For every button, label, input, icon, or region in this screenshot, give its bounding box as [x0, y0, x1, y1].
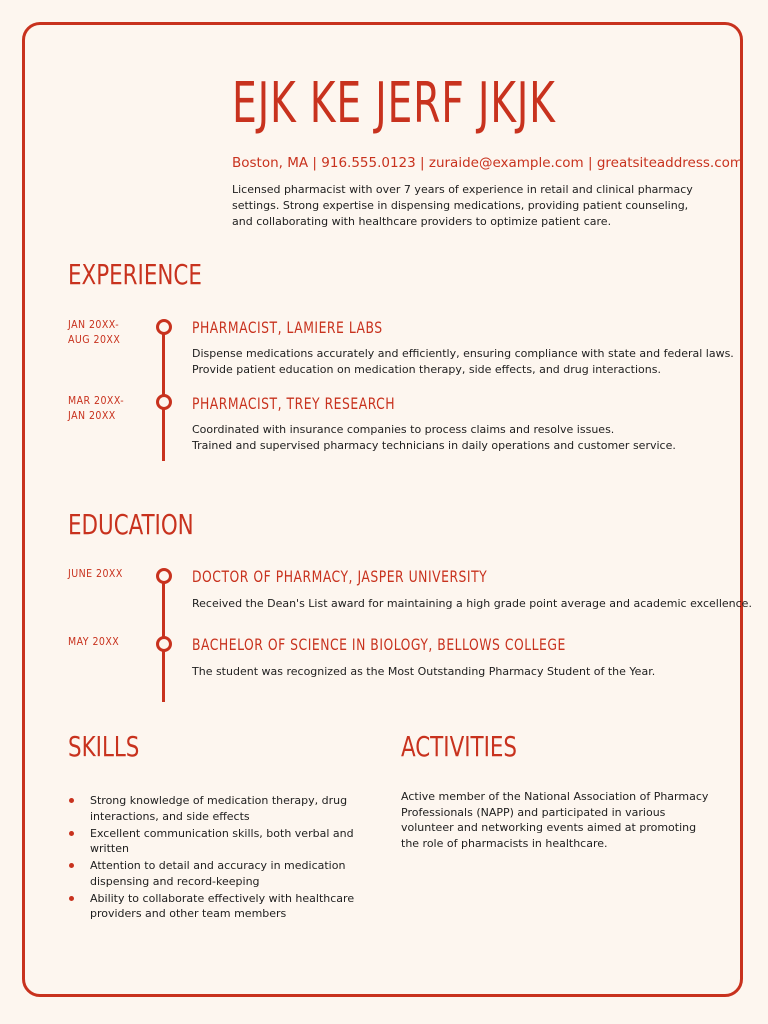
timeline-dot: [156, 568, 172, 584]
bullet-icon: [69, 896, 74, 901]
education-date: JUNE 20XX: [68, 568, 123, 580]
skill-item: Strong knowledge of medication therapy, drug interactions, and side effects: [68, 793, 388, 824]
activities-heading: ACTIVITIES: [401, 730, 518, 763]
skills-heading: SKILLS: [68, 730, 140, 763]
contact-line: Boston, MA | 916.555.0123 | zuraide@example.com | greatsiteaddress.com: [232, 155, 744, 171]
education-degree: BACHELOR OF SCIENCE IN BIOLOGY, BELLOWS COLLEGE: [192, 635, 566, 654]
candidate-name: EJK KE JERF JKJK: [232, 71, 556, 136]
activities-text: Active member of the National Association of Pharmacy Professionals (NAPP) and participated in various volunteer and networking events aimed at promoting the role of pharmacists in healthcare.: [401, 790, 709, 850]
education-heading: EDUCATION: [68, 508, 194, 541]
education-description: Received the Dean's List award for maintaining a high grade point average and academic excellence.: [192, 597, 752, 610]
bullet-icon: [69, 863, 74, 868]
skills-list: [68, 793, 388, 923]
experience-description: Dispense medications accurately and efficiently, ensuring compliance with state and federal laws. Provide patient education on medication therapy, side effects, and drug interactions.: [192, 347, 734, 376]
experience-role: PHARMACIST, TREY RESEARCH: [192, 394, 396, 413]
education-degree: DOCTOR OF PHARMACY, JASPER UNIVERSITY: [192, 567, 488, 586]
timeline-dot: [156, 319, 172, 335]
experience-role: PHARMACIST, LAMIERE LABS: [192, 318, 383, 337]
timeline-dot: [156, 394, 172, 410]
experience-heading: EXPERIENCE: [68, 258, 202, 291]
skill-item: Ability to collaborate effectively with healthcare providers and other team members: [68, 891, 388, 922]
education-description: The student was recognized as the Most Outstanding Pharmacy Student of the Year.: [192, 665, 656, 678]
experience-description: Coordinated with insurance companies to process claims and resolve issues. Trained and supervised pharmacy technicians in daily operations and customer service.: [192, 423, 676, 452]
profile-summary: Licensed pharmacist with over 7 years of experience in retail and clinical pharmacy settings. Strong expertise in dispensing medications, providing patient counseling, and collaborating with healthcare providers to optimize patient care.: [232, 183, 693, 228]
skill-item: Excellent communication skills, both verbal and written: [68, 826, 388, 857]
skill-item: Attention to detail and accuracy in medication dispensing and record-keeping: [68, 858, 388, 889]
timeline-dot: [156, 636, 172, 652]
bullet-icon: [69, 831, 74, 836]
experience-date: MAR 20XX- JAN 20XX: [68, 395, 125, 422]
education-date: MAY 20XX: [68, 636, 120, 648]
bullet-icon: [69, 798, 74, 803]
experience-date: JAN 20XX- AUG 20XX: [68, 319, 121, 346]
